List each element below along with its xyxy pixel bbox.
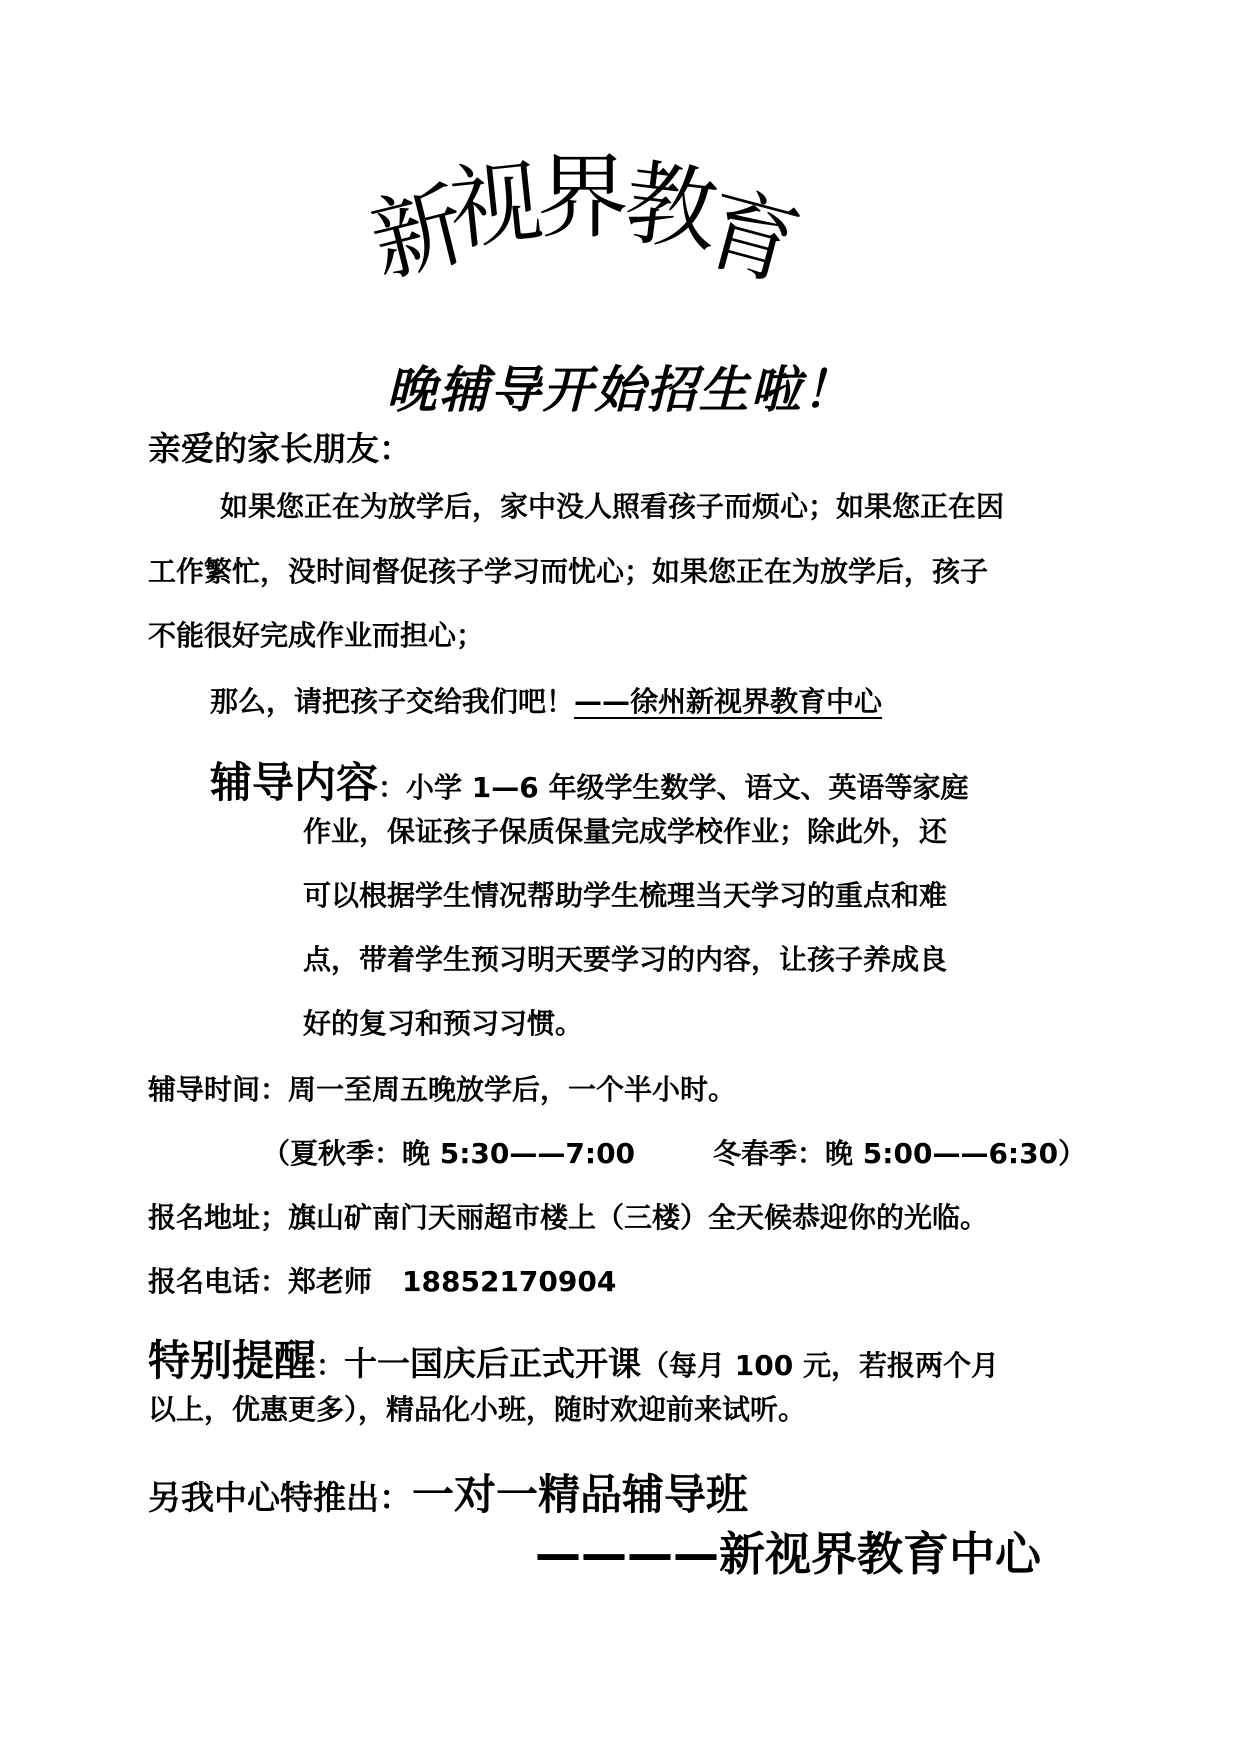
- reminder-main: 十一国庆后正式开课: [344, 1344, 642, 1383]
- content-label: 辅导内容: [210, 758, 379, 807]
- address-line: 报名地址；旗山矿南门天丽超市楼上（三楼）全天候恭迎你的光临。: [148, 1201, 989, 1234]
- intro-line-4: [210, 685, 883, 718]
- intro-line-3: 不能很好完成作业而担心；: [148, 619, 485, 652]
- title-char: 新: [360, 170, 476, 297]
- center-name-link: ——徐州新视界教育中心: [574, 685, 883, 718]
- title-char: 界: [537, 144, 630, 251]
- title-char: 教: [618, 148, 724, 267]
- content-line-1: 小学 1—6 年级学生数学、语文、英语等家庭: [406, 771, 969, 804]
- reminder-colon: ：: [316, 1349, 345, 1382]
- extra-lead: 另我中心特推出：: [148, 1478, 412, 1517]
- content-section-header: [210, 750, 969, 810]
- page-subtitle: 晚辅导开始招生啦！: [386, 361, 855, 419]
- content-line-5: 好的复习和预习习惯。: [303, 1007, 584, 1040]
- season-times: [262, 1137, 1087, 1170]
- winter-time: 冬春季：晚 5:00——6:30）: [713, 1137, 1087, 1170]
- schedule-line: 辅导时间：周一至周五晚放学后，一个半小时。: [148, 1073, 737, 1106]
- reminder-detail: （每月 100 元，若报两个月: [641, 1349, 999, 1382]
- content-line-3: 可以根据学生情况帮助学生梳理当天学习的重点和难: [303, 879, 948, 912]
- summer-time: （夏秋季：晚 5:30——7:00: [262, 1137, 636, 1170]
- extra-highlight: 一对一精品辅导班: [412, 1470, 749, 1519]
- content-line-4: 点，带着学生预习明天要学习的内容，让孩子养成良: [303, 943, 948, 976]
- intro-call-to-action: 那么，请把孩子交给我们吧！: [210, 685, 575, 718]
- content-colon: ：: [378, 771, 407, 804]
- intro-line-1: 如果您正在为放学后，家中没人照看孩子而烦心；如果您正在因: [220, 490, 1005, 523]
- reminder-line: [148, 1328, 999, 1388]
- greeting: 亲爱的家长朋友：: [148, 429, 412, 468]
- phone-label: 报名电话：郑老师: [148, 1265, 373, 1298]
- phone-line: [148, 1265, 617, 1298]
- phone-number: 18852170904: [402, 1265, 617, 1298]
- content-line-2: 作业，保证孩子保质保量完成学校作业；除此外，还: [303, 815, 948, 848]
- title-char: 视: [444, 147, 548, 264]
- wordart-title: [0, 0, 1241, 320]
- extra-offer-line: [148, 1462, 748, 1522]
- title-char: 育: [693, 173, 811, 302]
- intro-line-2: 工作繁忙，没时间督促孩子学习而忧心；如果您正在为放学后，孩子: [148, 555, 989, 588]
- reminder-label: 特别提醒: [148, 1336, 317, 1385]
- signature: ————新视界教育中心: [535, 1527, 1041, 1581]
- reminder-line-2: 以上，优惠更多），精品化小班，随时欢迎前来试听。: [148, 1393, 807, 1426]
